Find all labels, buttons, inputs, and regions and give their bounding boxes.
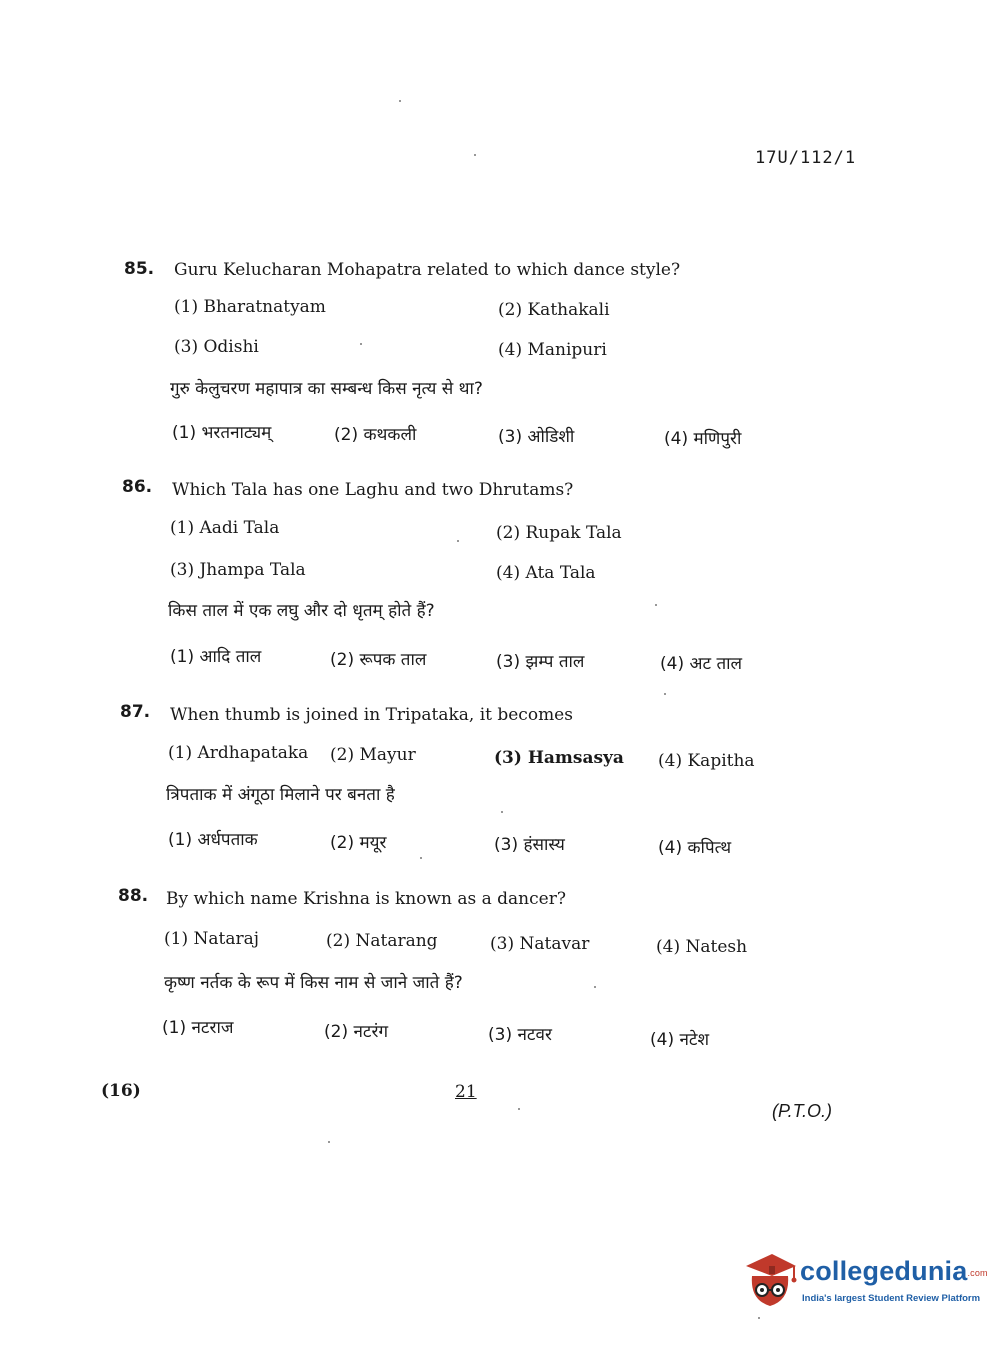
option-hi: (2) नटरंग [324,1022,389,1042]
scan-speck [594,986,596,988]
option-hi: (1) आदि ताल [170,647,262,667]
option-hi: (1) नटराज [162,1018,234,1038]
student-mascot-icon [742,1250,798,1310]
option-en: (3) Jhampa Tala [170,560,306,580]
question-text-en: Which Tala has one Laghu and two Dhrutams? [172,480,574,500]
scan-speck [420,857,422,859]
option-hi: (3) झम्प ताल [496,652,585,672]
scan-speck [518,1108,520,1110]
question-text-hi: गुरु केलुचरण महापात्र का सम्बन्ध किस नृत्य से था? [170,379,483,399]
option-en: (4) Ata Tala [496,563,596,583]
question-text-hi: किस ताल में एक लघु और दो धृतम् होते हैं? [168,601,435,621]
scan-speck [758,1317,760,1319]
logo-name [800,1256,988,1287]
option-en: (1) Bharatnatyam [174,297,326,317]
scan-speck [664,693,666,695]
scan-speck [655,604,657,606]
question-text-en: When thumb is joined in Tripataka, it becomes [170,705,573,725]
set-label: (16) [101,1081,141,1101]
question-number: 88. [118,886,149,906]
question-text-hi: कृष्ण नर्तक के रूप में किस नाम से जाने जाते हैं? [164,973,463,993]
scan-speck [328,1141,330,1143]
option-en: (1) Aadi Tala [170,518,280,538]
option-en: (4) Manipuri [498,340,607,360]
option-hi: (3) ओडिशी [498,427,575,447]
option-hi: (3) हंसास्य [494,835,565,855]
option-en: (2) Rupak Tala [496,523,622,543]
scan-speck [457,540,459,542]
option-hi: (1) भरतनाट्यम् [172,423,272,443]
scan-speck [399,100,401,102]
scan-speck [474,154,476,156]
collegedunia-logo [742,1250,988,1310]
option-hi: (4) मणिपुरी [664,429,742,449]
option-hi: (2) रूपक ताल [330,650,427,670]
option-en: (3) Odishi [174,337,259,357]
question-number: 86. [122,477,153,497]
option-en: (2) Kathakali [498,300,610,320]
option-en: (2) Mayur [330,745,416,765]
option-en: (4) Natesh [656,937,748,957]
question-text-hi: त्रिपताक में अंगूठा मिलाने पर बनता है [166,785,395,805]
paper-code: 17U/112/1 [755,148,857,168]
question-number: 87. [120,702,151,722]
logo-wordmark: collegedunia [800,1256,968,1286]
question-text-en: By which name Krishna is known as a dancer? [166,889,566,909]
question-text-en: Guru Kelucharan Mohapatra related to which dance style? [174,260,681,280]
option-en: (3) Hamsasya [494,748,624,768]
option-hi: (4) अट ताल [660,654,743,674]
option-en: (4) Kapitha [658,751,755,771]
option-hi: (4) कपित्थ [658,838,732,858]
option-en: (3) Natavar [490,934,590,954]
option-hi: (1) अर्धपताक [168,830,258,850]
page-number: 21 [455,1082,477,1102]
option-hi: (2) कथकली [334,425,417,445]
option-hi: (3) नटवर [488,1025,552,1045]
option-hi: (2) मयूर [330,833,387,853]
logo-suffix: .com [967,1267,988,1278]
scan-speck [501,811,503,813]
option-en: (1) Nataraj [164,929,259,949]
option-hi: (4) नटेश [650,1030,710,1050]
scan-speck [360,343,362,345]
logo-tagline: India's largest Student Review Platform [802,1293,981,1304]
question-number: 85. [124,259,155,279]
option-en: (2) Natarang [326,931,438,951]
option-en: (1) Ardhapataka [168,743,309,763]
pto-label: (P.T.O.) [772,1101,833,1121]
